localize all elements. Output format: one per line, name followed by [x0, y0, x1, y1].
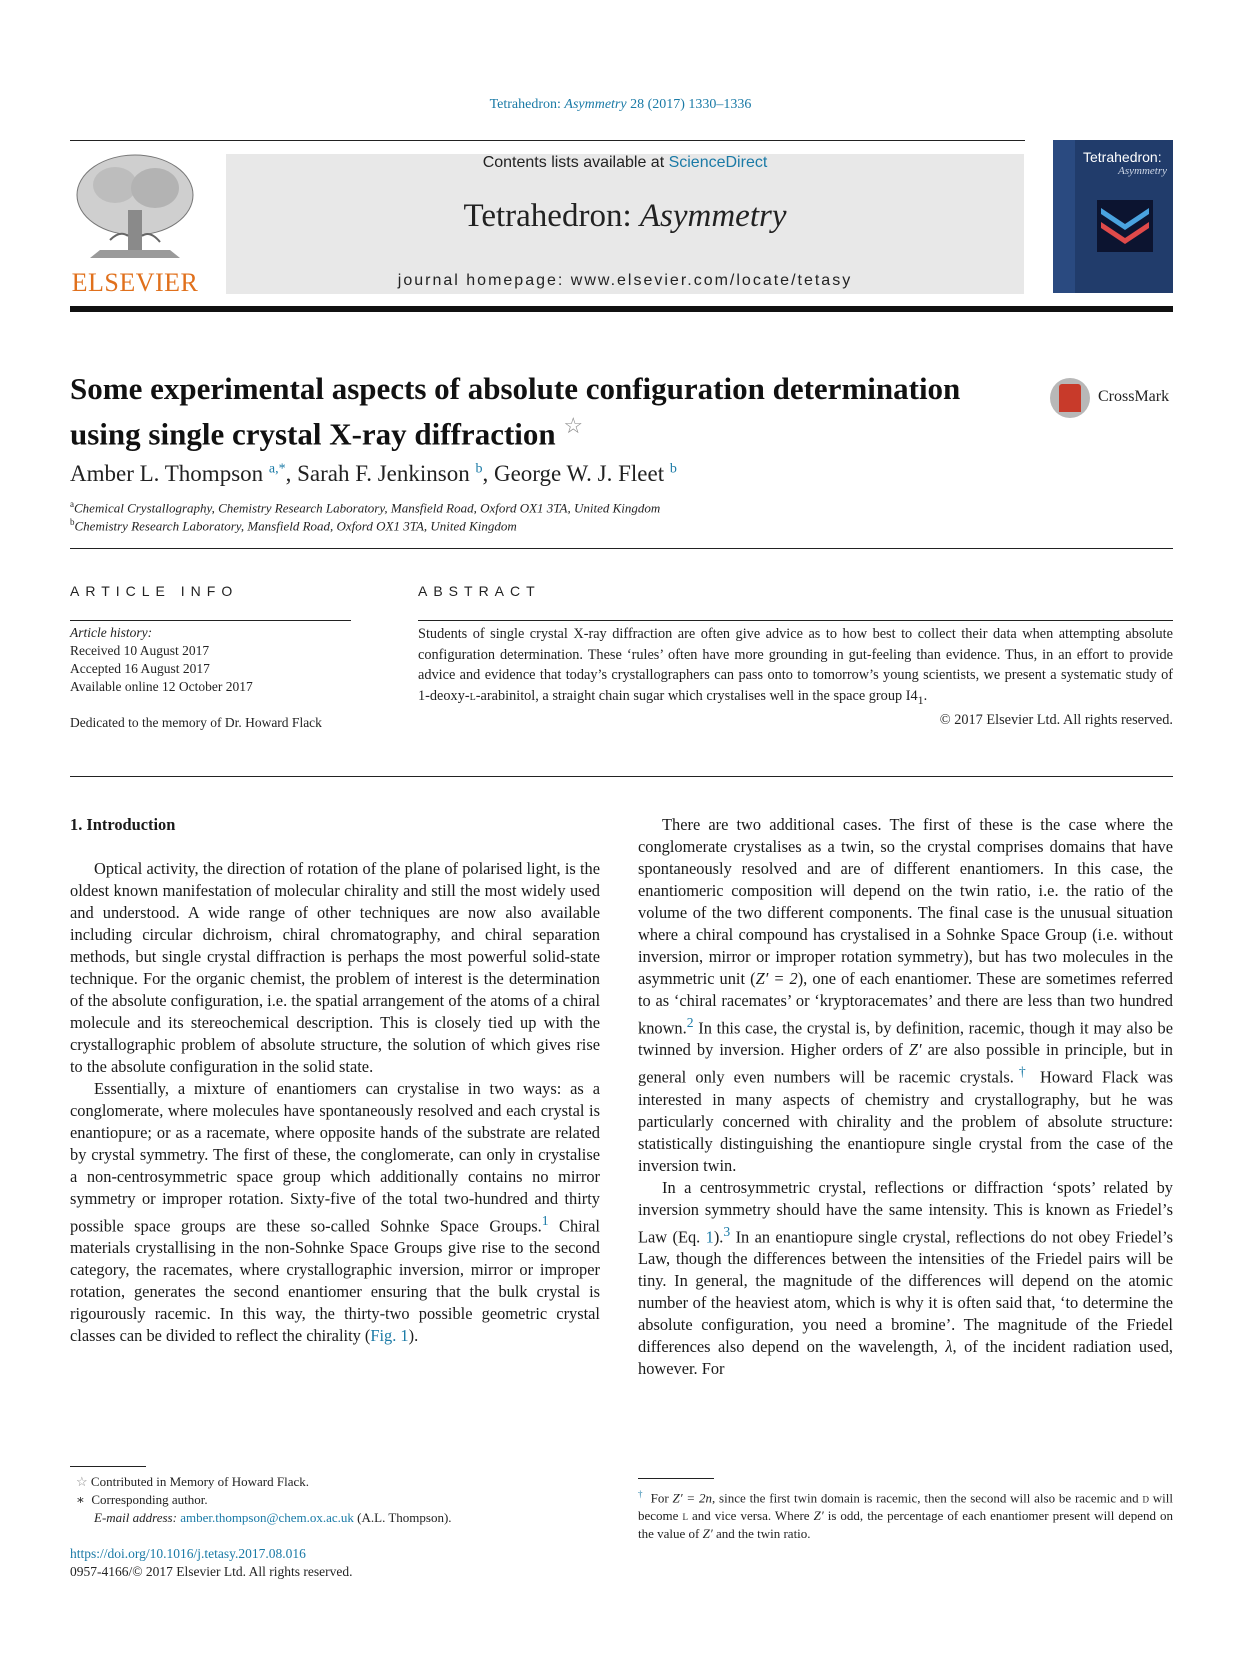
abstract-rule	[418, 620, 1173, 621]
footnote-right: † For Z′ = 2n, since the first twin domain is racemic, then the second will also be racemic and d will become l and vice versa. Where Z′ is odd, the percentage of each enantiomer present will depend on the value of Z′ and the twin ratio.	[638, 1478, 1173, 1543]
page-footer	[70, 1545, 352, 1581]
paragraph: There are two additional cases. The first of these is the case where the conglomerate crystalises as a twin, so the crystal comprises domains that have spontaneously resolved and are of different enantiomers. In this case, the enantiomeric composition will depend on the twin ratio, i.e. the ratio of the volume of the two different components. The final case is the unusual situation where a chiral compound has crystalised in a Sohnke Space Group (i.e. without inversion, mirror or improper rotation symmetry), but has two molecules in the asymmetric unit (Z′ = 2), one of each enantiomer. These are sometimes referred to as ‘chiral racemates’ or ‘kryptoracemates’ and there are less than two hundred known.$^2$ In this case, the crystal is, by definition, racemic, though it may also be twinned by inversion. Higher orders of Z′ are also possible in principle, but in general only even numbers will be racemic crystals.† Howard Flack was interested in many aspects of chemistry and crystallography, but he was particularly concerned with chirality and the problem of absolute structure: statistically distinguishing the enantiopure single crystal from the case of the inversion twin.	[638, 815, 1174, 1175]
journal-banner	[226, 154, 1024, 294]
cover-artwork	[1097, 200, 1153, 252]
doi-link[interactable]: https://doi.org/10.1016/j.tetasy.2017.08.016	[70, 1546, 306, 1561]
header-rule	[70, 140, 1025, 141]
author-name[interactable]: , Sarah F. Jenkinson	[285, 461, 470, 486]
footnote-corresponding: ∗ Corresponding author.	[76, 1492, 208, 1507]
abstract-bottom-rule	[70, 776, 1173, 777]
issn-line: 0957-4166/© 2017 Elsevier Ltd. All rights reserved.	[70, 1564, 353, 1579]
dedication: Dedicated to the memory of Dr. Howard Flack	[70, 715, 322, 730]
journal-homepage-link[interactable]: journal homepage: www.elsevier.com/locate/tetasy	[397, 272, 853, 289]
paragraph: In a centrosymmetric crystal, reflections or diffraction ‘spots’ related by inversion symmetry should have the same intensity. This is known as Friedel’s Law (Eq. 1).$^3$ In an enantiopure single crystal, reflections do not obey Friedel’s Law, though the differences between the intensities of the Friedel pairs will be tiny. In general, the magnitude of the differences will depend on the atomic number of the heaviest atom, which is why it is often said that, ‘to determine the absolute configuration, you need a bromine’. The magnitude of the Friedel differences also depend on the wavelength, λ, of the incident radiation used, however. For	[638, 1177, 1173, 1379]
footnote-dagger: †	[638, 1489, 644, 1499]
footnote-star: ☆ Contributed in Memory of Howard Flack.	[76, 1474, 309, 1489]
cover-subtitle: Asymmetry	[1118, 165, 1167, 177]
journal-reference[interactable]: Tetrahedron: Asymmetry 28 (2017) 1330–1336	[489, 97, 752, 112]
article-title: Some experimental aspects of absolute configuration determination using single crystal X-ray diffraction ☆	[70, 371, 961, 452]
paragraph: Essentially, a mixture of enantiomers can crystalise in two ways: as a conglomerate, where molecules have spontaneously resolved and each crystal is enantiopure; or as a racemate, where opposite hands of the substrate are related by crystal symmetry. The first of these, the conglomerate, can only in crystalise a non-centrosymmetric space group which additionally contains no mirror symmetry or improper rotation. Sixty-five of the total two-hundred and thirty possible space groups are these so-called Sohnke Space Groups.$^1$ Chiral materials crystallising in the non-Sohnke Space Groups give rise to the second category, the racemates, where crystallographic inversion, mirror or improper rotation, generates the second enantiomer ensuring that the bulk crystal is rigourously racemic. In this way, the thirty-two possible geometric crystal classes can be divided to reflect the chirality (Fig. 1).	[70, 1079, 600, 1346]
journal-title: Tetrahedron: Asymmetry	[463, 198, 787, 234]
citation-link[interactable]: 1	[541, 1213, 549, 1228]
elsevier-wordmark: ELSEVIER	[71, 268, 199, 297]
section-rule	[70, 548, 1173, 549]
body-column-left	[70, 814, 600, 1347]
author-name[interactable]: , George W. J. Fleet	[482, 461, 665, 486]
figure-link[interactable]: Fig. 1	[370, 1326, 409, 1346]
elsevier-logo[interactable]	[70, 150, 200, 298]
crossmark-icon	[1050, 378, 1090, 418]
footnotes-left	[70, 1466, 610, 1527]
tree-icon	[70, 150, 200, 268]
article-history: Article history: Received 10 August 2017 Accepted 16 August 2017 Available online 12 October 2017 Dedicated to the memory of Dr. Howard Flack	[70, 624, 351, 732]
contents-line: Contents lists available at ScienceDirect	[482, 154, 768, 171]
equation-link[interactable]: 1	[705, 1227, 714, 1247]
crossmark-badge[interactable]: CrossMark	[1050, 378, 1180, 422]
author-name[interactable]: Amber L. Thompson	[70, 461, 264, 486]
title-note-star[interactable]: ☆	[563, 413, 584, 438]
received-date: Received 10 August 2017	[70, 643, 210, 658]
author-affil-link[interactable]: a,*	[268, 461, 286, 477]
author-affil-link[interactable]: b	[669, 461, 677, 477]
article-info-heading: ARTICLE INFO	[70, 583, 239, 599]
email-link[interactable]: amber.thompson@chem.ox.ac.uk	[180, 1510, 354, 1525]
affiliation-b: $^b$Chemistry Research Laboratory, Mansfield Road, Oxford OX1 3TA, United Kingdom	[70, 517, 517, 534]
body-column-right	[638, 814, 1173, 1380]
section-heading: 1. Introduction	[70, 815, 176, 834]
sciencedirect-link[interactable]: ScienceDirect	[668, 154, 768, 171]
author-list	[70, 461, 677, 487]
abstract-heading: ABSTRACT	[418, 583, 541, 599]
header-thick-rule	[70, 306, 1173, 312]
accepted-date: Accepted 16 August 2017	[70, 661, 210, 676]
citation-link[interactable]: 3	[723, 1223, 731, 1239]
online-date: Available online 12 October 2017	[70, 679, 253, 694]
footnote-email: E-mail address: amber.thompson@chem.ox.ac.uk (A.L. Thompson).	[94, 1510, 452, 1525]
footnote-link[interactable]: †	[1013, 1064, 1031, 1080]
author-affil-link[interactable]: b	[475, 461, 483, 477]
article-info-rule	[70, 620, 351, 621]
journal-cover-image[interactable]	[1053, 140, 1173, 293]
footnote-rule	[638, 1478, 714, 1479]
abstract-text: Students of single crystal X-ray diffraction are often give advice as to how best to collect their data when attempting absolute configuration determination. These ‘rules’ often have more grounding in gut-feeling than evidence. Thus, in an effort to provide advice and evidence that today’s crystallographers can pass onto to tomorrow’s young scientists, we present a systematic study of 1-deoxy-l-arabinitol, a straight chain sugar which crystalises well in the space group $I4_1$. © 2017 Elsevier Ltd. All rights reserved.	[418, 624, 1173, 730]
cover-strip	[1053, 140, 1075, 293]
citation-link[interactable]: 2	[686, 1015, 694, 1030]
paragraph: Optical activity, the direction of rotation of the plane of polarised light, is the oldest known manifestation of molecular chirality and still the most widely used and understood. A wide range of other techniques are now also available including circular dichroism, chiral chromatography, and chiral separation methods, but single crystal diffraction is perhaps the most powerful solid-state technique. For the organic chemist, the problem of interest is the determination of the absolute configuration, i.e. the spatial arrangement of the atoms of a chiral molecule and its stereochemical description. This is closely tied up with the crystallographic problem of absolute structure, the solution of which gives rise to the absolute configuration in the solid state.	[70, 859, 600, 1076]
affiliation-a: $^a$Chemical Crystallography, Chemistry Research Laboratory, Mansfield Road, Oxford OX1 3TA, United Kingdom	[70, 499, 661, 516]
cover-title: Tetrahedron:	[1083, 149, 1162, 165]
abstract-copyright: © 2017 Elsevier Ltd. All rights reserved.	[939, 711, 1173, 728]
footnote-rule	[70, 1466, 146, 1467]
